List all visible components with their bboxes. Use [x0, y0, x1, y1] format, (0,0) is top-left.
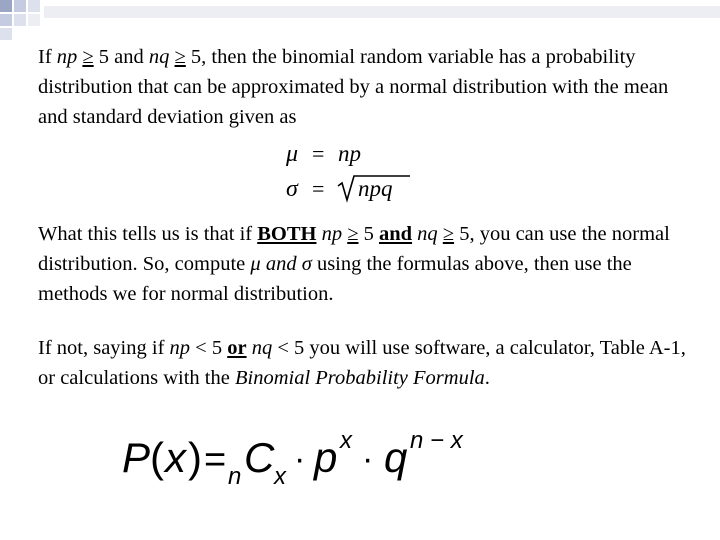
- formula-equals: =: [204, 439, 227, 481]
- formula-lparen: (: [150, 434, 164, 481]
- mean-sd-formulas: [282, 140, 422, 206]
- formula-p: p: [314, 434, 338, 481]
- sd-symbol: σ: [286, 176, 298, 202]
- formula-dot-1: ·: [294, 440, 306, 478]
- formula-n-sub: n: [228, 463, 242, 490]
- formula-rparen: ): [188, 434, 202, 481]
- deco-square: [0, 0, 12, 12]
- formula-x-sub: x: [274, 463, 286, 490]
- deco-square: [28, 14, 40, 26]
- deco-square: [0, 28, 12, 40]
- mean-rhs: np: [338, 141, 361, 166]
- formula-C: C: [244, 434, 275, 481]
- sd-rhs: npq: [358, 176, 393, 201]
- intro-paragraph: If np ≥ 5 and nq ≥ 5, then the binomial random variable has a probability distribution that can be approximated by a normal distribution with the mean and standard deviation given as: [38, 46, 669, 128]
- deco-square: [14, 0, 26, 12]
- deco-square: [44, 6, 720, 18]
- header-decoration: [0, 0, 720, 46]
- deco-square: [0, 14, 12, 26]
- mean-equals: =: [312, 141, 325, 166]
- condition-paragraph: What this tells us is that if BOTH np ≥ 5 and nq ≥ 5, you can use the normal distribution. So, compute μ and σ using the formulas above, then use the methods we for normal distribution.: [38, 223, 670, 305]
- sd-equals: =: [312, 176, 325, 201]
- formula-p-exponent: x: [340, 428, 352, 454]
- formula-q: q: [384, 434, 408, 481]
- deco-square: [14, 14, 26, 26]
- alternative-paragraph: If not, saying if np < 5 or nq < 5 you will use software, a calculator, Table A-1, or calculations with the Binomial Probability Formula.: [38, 337, 686, 389]
- formula-P: P: [122, 434, 151, 481]
- deco-square: [28, 0, 40, 12]
- mean-symbol: μ: [286, 141, 299, 167]
- formula-x: x: [165, 434, 186, 481]
- binomial-probability-formula: [118, 428, 508, 494]
- formula-q-exponent: n − x: [410, 428, 463, 454]
- formula-dot-2: ·: [362, 440, 374, 478]
